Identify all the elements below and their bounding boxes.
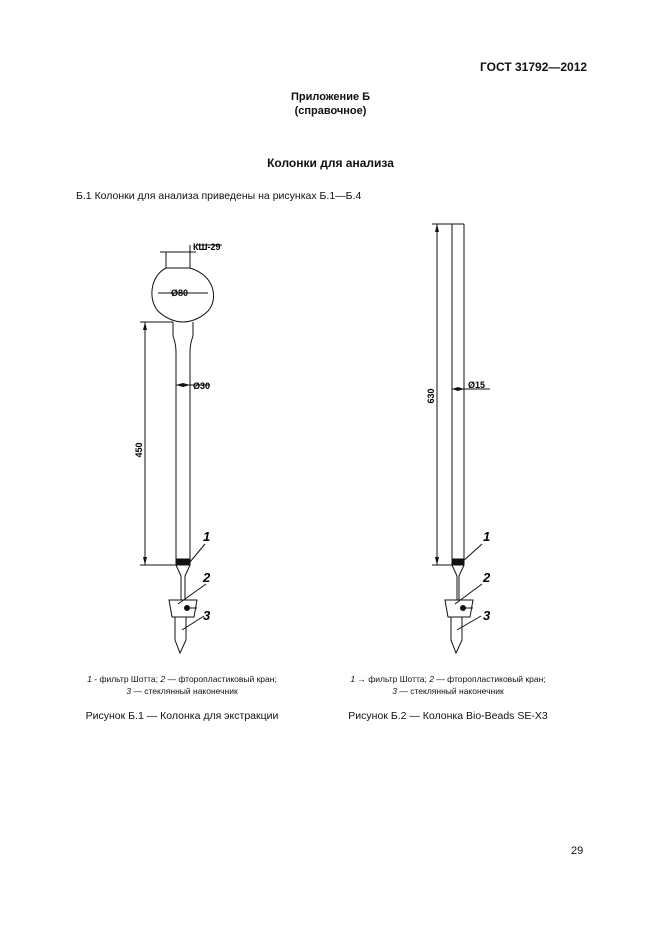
appendix-subtitle: (справочное) (294, 105, 367, 117)
page-number: 29 (571, 845, 584, 857)
figure1-legend (56, 673, 308, 697)
legend-text: — стеклянный наконечник (397, 686, 504, 696)
legend-text: — стеклянный наконечник (131, 686, 238, 696)
dim-length-1: 450 (134, 442, 144, 458)
callout-2-fig2: 2 (483, 570, 491, 585)
legend-num: 2 (429, 674, 434, 684)
dim-tube-2: Ø15 (468, 380, 486, 390)
figure2-caption: Рисунок Б.2 — Колонка Bio-Beads SE-X3 (348, 710, 548, 722)
callout-1-fig1: 1 (203, 529, 211, 544)
legend-text: — фторопластиковый кран; (165, 674, 277, 684)
intro-paragraph: Б.1 Колонки для анализа приведены на рисунках Б.1—Б.4 (76, 190, 362, 202)
callout-3-fig1: 3 (203, 608, 211, 623)
figure2-legend (322, 673, 574, 697)
callout-2-fig1: 2 (203, 570, 211, 585)
legend-num: 1 (87, 674, 92, 684)
section-title: Колонки для анализа (267, 156, 394, 170)
legend-num: 2 (160, 674, 166, 684)
callout-1-fig2: 1 (483, 529, 491, 544)
figure1-caption: Рисунок Б.1 — Колонка для экстракции (85, 710, 279, 722)
legend-text: → фильтр Шотта; (355, 674, 430, 684)
dim-tube-1: Ø30 (193, 381, 211, 391)
legend-num: 3 (392, 686, 398, 696)
appendix-title: Приложение Б (290, 91, 371, 103)
legend-num: 1 (350, 674, 356, 684)
legend-num: 3 (126, 686, 132, 696)
dim-bulb-1: Ø80 (171, 288, 189, 298)
dim-length-2: 630 (426, 388, 436, 404)
callout-3-fig2: 3 (483, 608, 491, 623)
standard-number: ГОСТ 31792—2012 (480, 60, 588, 74)
dim-joint-1: КШ-29 (193, 242, 221, 252)
legend-text: - фильтр Шотта; (91, 674, 161, 684)
legend-text: — фторопластиковый кран; (433, 674, 546, 684)
tip-2 (451, 617, 462, 653)
